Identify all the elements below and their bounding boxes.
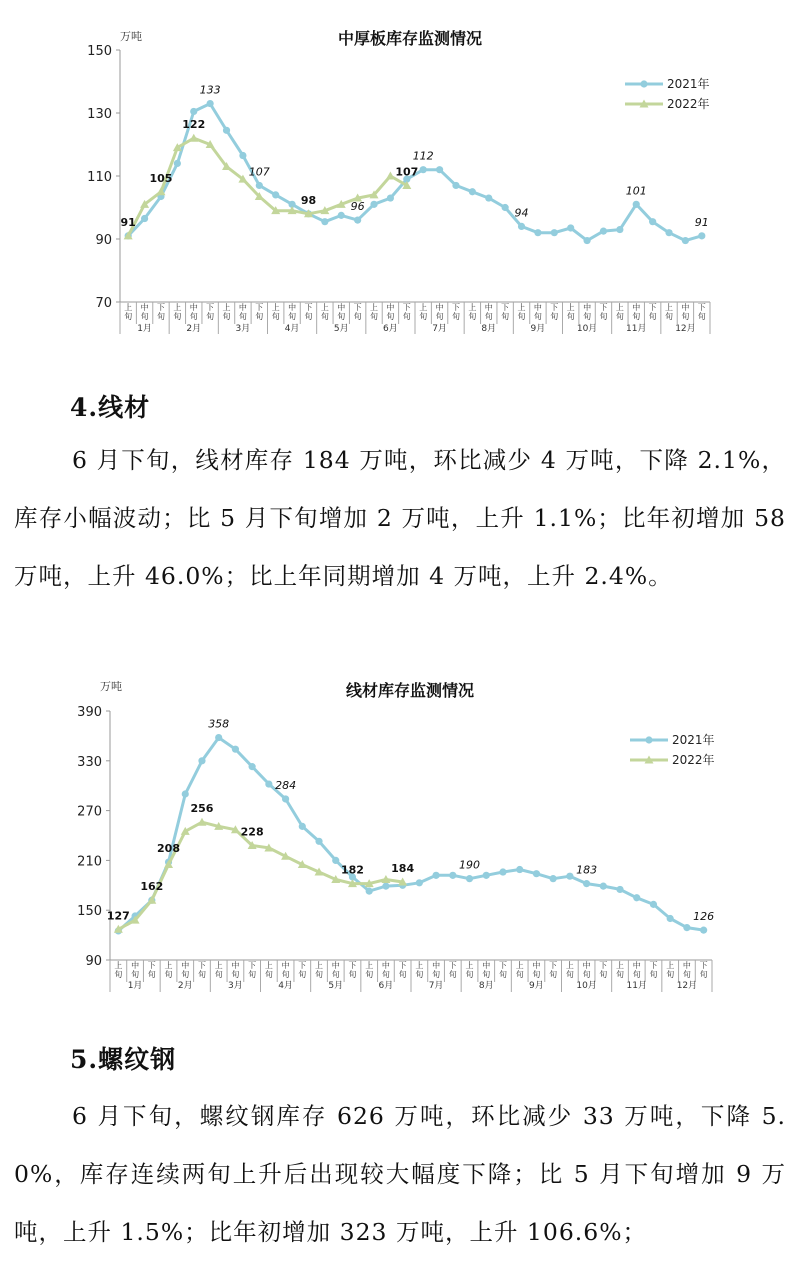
data-point — [174, 160, 181, 167]
data-point — [416, 879, 423, 886]
x-sub-tick-label: 中 — [632, 961, 641, 970]
x-sub-tick-label: 下 — [348, 961, 357, 970]
x-sub-tick-label: 旬 — [549, 970, 558, 979]
x-sub-tick-label: 旬 — [348, 970, 357, 979]
x-sub-tick-label: 旬 — [419, 312, 428, 321]
x-sub-tick-label: 下 — [697, 303, 706, 312]
x-sub-tick-label: 上 — [164, 961, 173, 970]
x-sub-tick-label: 旬 — [181, 970, 190, 979]
data-label: 184 — [391, 861, 415, 875]
x-sub-tick-label: 下 — [156, 303, 165, 312]
data-point — [370, 201, 377, 208]
x-sub-tick-label: 下 — [147, 961, 156, 970]
data-point — [432, 872, 439, 879]
x-sub-tick-label: 下 — [498, 961, 507, 970]
x-month-label: 9月 — [530, 324, 546, 334]
x-sub-tick-label: 旬 — [288, 312, 297, 321]
x-sub-tick-label: 上 — [465, 961, 474, 970]
x-sub-tick-label: 上 — [415, 961, 424, 970]
x-sub-tick-label: 旬 — [298, 970, 307, 979]
x-sub-tick-label: 上 — [565, 961, 574, 970]
data-point — [272, 191, 279, 198]
x-sub-tick-label: 上 — [515, 961, 524, 970]
x-sub-tick-label: 下 — [649, 961, 658, 970]
x-sub-tick-label: 中 — [288, 303, 297, 312]
data-point — [436, 166, 443, 173]
x-sub-tick-label: 旬 — [616, 970, 625, 979]
data-point — [566, 873, 573, 880]
x-sub-tick-label: 旬 — [386, 312, 395, 321]
x-sub-tick-label: 旬 — [582, 970, 591, 979]
x-sub-tick-label: 上 — [264, 961, 273, 970]
x-sub-tick-label: 下 — [248, 961, 257, 970]
series-line-2021年 — [118, 738, 703, 931]
x-sub-tick-label: 旬 — [315, 970, 324, 979]
y-tick-label: 330 — [77, 754, 102, 770]
data-point — [600, 883, 607, 890]
x-sub-tick-label: 旬 — [648, 312, 657, 321]
x-month-label: 7月 — [428, 981, 444, 991]
y-unit-label: 万吨 — [120, 30, 142, 43]
x-sub-tick-label: 旬 — [666, 970, 675, 979]
data-point — [499, 868, 506, 875]
x-sub-tick-label: 上 — [365, 961, 374, 970]
data-point — [534, 229, 541, 236]
x-sub-tick-label: 旬 — [632, 312, 641, 321]
x-sub-tick-label: 旬 — [501, 312, 510, 321]
data-point — [682, 237, 689, 244]
data-label: 107 — [248, 165, 270, 179]
data-label: 91 — [694, 215, 709, 229]
legend-label: 2022年 — [667, 97, 710, 111]
data-point — [516, 866, 523, 873]
data-label: 162 — [140, 880, 164, 894]
x-sub-tick-label: 下 — [298, 961, 307, 970]
data-point — [198, 757, 205, 764]
data-point — [452, 182, 459, 189]
data-label: 256 — [190, 802, 214, 816]
data-label: 91 — [120, 215, 136, 229]
data-label: 94 — [514, 206, 529, 220]
x-month-label: 5月 — [328, 981, 344, 991]
x-sub-tick-label: 旬 — [599, 970, 608, 979]
data-label: 183 — [576, 863, 598, 877]
data-point — [249, 763, 256, 770]
x-sub-tick-label: 中 — [181, 961, 190, 970]
x-sub-tick-label: 旬 — [370, 312, 379, 321]
y-tick-label: 150 — [77, 904, 102, 920]
x-sub-tick-label: 下 — [501, 303, 510, 312]
data-point — [282, 795, 289, 802]
data-point — [502, 204, 509, 211]
x-month-label: 11月 — [626, 981, 647, 991]
data-point — [650, 901, 657, 908]
data-point — [223, 127, 230, 134]
x-sub-tick-label: 中 — [189, 303, 198, 312]
data-point — [665, 229, 672, 236]
x-sub-tick-label: 旬 — [222, 312, 231, 321]
x-sub-tick-label: 中 — [582, 961, 591, 970]
plate-inventory-line-chart — [0, 0, 800, 350]
x-sub-tick-label: 下 — [448, 961, 457, 970]
data-point — [567, 224, 574, 231]
x-sub-tick-label: 中 — [238, 303, 247, 312]
x-sub-tick-label: 中 — [632, 303, 641, 312]
x-sub-tick-label: 中 — [386, 303, 395, 312]
data-point — [518, 223, 525, 230]
data-point — [332, 857, 339, 864]
x-sub-tick-label: 中 — [231, 961, 240, 970]
data-point — [182, 790, 189, 797]
data-point — [265, 780, 272, 787]
data-point — [239, 152, 246, 159]
y-unit-label: 万吨 — [100, 680, 122, 693]
data-point — [683, 924, 690, 931]
x-sub-tick-label: 旬 — [114, 970, 123, 979]
x-sub-tick-label: 旬 — [532, 970, 541, 979]
y-tick-label: 90 — [85, 954, 102, 969]
wire-rod-paragraph: 6 月下旬，线材库存 184 万吨，环比减少 4 万吨，下降 2.1%，库存小幅波动；比 5 月下旬增加 2 万吨，上升 1.1%；比年初增加 58 万吨，上升 46.0%；比上年同期增加 4 万吨，上升 2.4%。 — [14, 446, 786, 590]
legend-label: 2021年 — [672, 733, 715, 747]
x-sub-tick-label: 中 — [583, 303, 592, 312]
x-sub-tick-label: 旬 — [353, 312, 362, 321]
x-month-label: 10月 — [576, 324, 598, 334]
data-point — [449, 872, 456, 879]
x-month-label: 1月 — [137, 324, 152, 334]
x-sub-tick-label: 中 — [482, 961, 491, 970]
x-sub-tick-label: 下 — [197, 961, 206, 970]
data-label: 284 — [275, 778, 297, 792]
data-label: 107 — [395, 165, 419, 179]
x-sub-tick-label: 旬 — [398, 970, 407, 979]
x-sub-tick-label: 下 — [648, 303, 657, 312]
x-sub-tick-label: 中 — [435, 303, 444, 312]
x-sub-tick-label: 旬 — [448, 970, 457, 979]
section-title-rebar: 5.螺纹钢 — [70, 1045, 177, 1074]
x-month-label: 6月 — [383, 324, 398, 334]
x-sub-tick-label: 旬 — [337, 312, 346, 321]
x-month-label: 8月 — [478, 981, 494, 991]
x-sub-tick-label: 中 — [281, 961, 290, 970]
x-sub-tick-label: 旬 — [615, 312, 624, 321]
y-tick-label: 110 — [87, 170, 112, 185]
x-month-label: 1月 — [127, 981, 143, 991]
data-point — [190, 108, 197, 115]
x-sub-tick-label: 下 — [398, 961, 407, 970]
x-sub-tick-label: 下 — [550, 303, 559, 312]
x-sub-tick-label: 旬 — [164, 970, 173, 979]
x-sub-tick-label: 旬 — [465, 970, 474, 979]
chart-title: 中厚板库存监测情况 — [337, 29, 483, 48]
data-point — [387, 194, 394, 201]
x-month-label: 12月 — [676, 981, 698, 991]
x-sub-tick-label: 中 — [337, 303, 346, 312]
data-point — [667, 915, 674, 922]
x-sub-tick-label: 旬 — [331, 970, 340, 979]
x-sub-tick-label: 旬 — [566, 312, 575, 321]
x-sub-tick-label: 中 — [682, 961, 691, 970]
wire-rod-inventory-line-chart — [0, 668, 800, 1008]
x-sub-tick-label: 旬 — [124, 312, 133, 321]
y-tick-label: 70 — [95, 296, 112, 311]
x-sub-tick-label: 旬 — [402, 312, 411, 321]
x-sub-tick-label: 上 — [214, 961, 223, 970]
x-sub-tick-label: 旬 — [484, 312, 493, 321]
x-month-label: 3月 — [228, 981, 243, 991]
data-point — [469, 188, 476, 195]
x-sub-tick-label: 上 — [616, 961, 625, 970]
x-sub-tick-label: 上 — [173, 303, 182, 312]
data-label: 358 — [208, 717, 230, 731]
x-sub-tick-label: 旬 — [681, 312, 690, 321]
x-sub-tick-label: 中 — [381, 961, 390, 970]
x-sub-tick-label: 上 — [222, 303, 231, 312]
x-sub-tick-label: 旬 — [281, 970, 290, 979]
x-sub-tick-label: 旬 — [264, 970, 273, 979]
x-sub-tick-label: 中 — [533, 303, 542, 312]
x-sub-tick-label: 下 — [451, 303, 460, 312]
y-tick-label: 270 — [77, 804, 102, 820]
x-sub-tick-label: 旬 — [583, 312, 592, 321]
data-point — [698, 232, 705, 239]
y-tick-label: 390 — [77, 705, 102, 720]
x-sub-tick-label: 旬 — [248, 970, 257, 979]
x-sub-tick-label: 旬 — [699, 970, 708, 979]
data-point — [420, 166, 427, 173]
x-sub-tick-label: 旬 — [697, 312, 706, 321]
data-point — [616, 226, 623, 233]
x-sub-tick-label: 中 — [140, 303, 149, 312]
x-sub-tick-label: 旬 — [255, 312, 264, 321]
chart-title: 线材库存监测情况 — [345, 681, 475, 700]
legend-label: 2022年 — [672, 753, 715, 767]
data-point — [315, 838, 322, 845]
data-label: 228 — [240, 825, 264, 839]
x-sub-tick-label: 旬 — [131, 970, 140, 979]
x-sub-tick-label: 中 — [532, 961, 541, 970]
x-sub-tick-label: 旬 — [206, 312, 215, 321]
x-sub-tick-label: 旬 — [435, 312, 444, 321]
x-sub-tick-label: 旬 — [665, 312, 674, 321]
data-point — [141, 215, 148, 222]
x-sub-tick-label: 下 — [699, 961, 708, 970]
data-label: 98 — [300, 193, 317, 207]
x-sub-tick-label: 旬 — [599, 312, 608, 321]
x-sub-tick-label: 旬 — [682, 970, 691, 979]
x-sub-tick-label: 旬 — [381, 970, 390, 979]
x-sub-tick-label: 上 — [114, 961, 123, 970]
y-tick-label: 150 — [87, 44, 112, 59]
legend-marker — [645, 736, 652, 743]
x-sub-tick-label: 下 — [599, 303, 608, 312]
x-sub-tick-label: 旬 — [320, 312, 329, 321]
x-sub-tick-label: 旬 — [173, 312, 182, 321]
x-sub-tick-label: 中 — [331, 961, 340, 970]
x-month-label: 9月 — [529, 981, 544, 991]
x-sub-tick-label: 旬 — [156, 312, 165, 321]
data-point — [583, 880, 590, 887]
x-month-label: 11月 — [626, 324, 647, 334]
x-sub-tick-label: 中 — [484, 303, 493, 312]
data-label: 105 — [149, 171, 173, 185]
x-sub-tick-label: 下 — [599, 961, 608, 970]
x-sub-tick-label: 旬 — [565, 970, 574, 979]
x-sub-tick-label: 上 — [370, 303, 379, 312]
data-label: 96 — [350, 200, 365, 214]
chart-wire-rod-inventory — [0, 668, 800, 1008]
y-tick-label: 90 — [95, 233, 112, 248]
x-month-label: 8月 — [481, 324, 497, 334]
x-month-label: 2月 — [186, 324, 202, 334]
x-sub-tick-label: 上 — [271, 303, 280, 312]
x-sub-tick-label: 旬 — [147, 970, 156, 979]
data-point — [386, 172, 395, 180]
x-month-label: 3月 — [235, 324, 251, 334]
x-sub-tick-label: 旬 — [468, 312, 477, 321]
data-point — [583, 237, 590, 244]
x-sub-tick-label: 下 — [353, 303, 362, 312]
data-point — [649, 218, 656, 225]
data-point — [633, 201, 640, 208]
legend-label: 2021年 — [667, 77, 710, 91]
data-point — [232, 746, 239, 753]
x-sub-tick-label: 上 — [419, 303, 428, 312]
x-sub-tick-label: 旬 — [238, 312, 247, 321]
x-sub-tick-label: 下 — [304, 303, 313, 312]
data-label: 122 — [182, 118, 206, 132]
data-point — [338, 212, 345, 219]
data-point — [215, 734, 222, 741]
x-sub-tick-label: 旬 — [231, 970, 240, 979]
x-sub-tick-label: 上 — [665, 303, 674, 312]
x-sub-tick-label: 上 — [666, 961, 675, 970]
y-tick-label: 210 — [77, 854, 102, 870]
legend-marker — [640, 80, 647, 87]
x-sub-tick-label: 旬 — [498, 970, 507, 979]
data-point — [382, 883, 389, 890]
data-label: 127 — [106, 909, 130, 923]
data-label: 182 — [340, 863, 364, 877]
x-sub-tick-label: 下 — [206, 303, 215, 312]
x-sub-tick-label: 旬 — [271, 312, 280, 321]
x-month-label: 5月 — [333, 324, 349, 334]
x-sub-tick-label: 旬 — [649, 970, 658, 979]
data-point — [207, 100, 214, 107]
x-sub-tick-label: 旬 — [197, 970, 206, 979]
data-point — [466, 875, 473, 882]
data-point — [354, 217, 361, 224]
x-sub-tick-label: 旬 — [515, 970, 524, 979]
data-label: 133 — [199, 83, 221, 97]
x-month-label: 7月 — [432, 324, 447, 334]
x-sub-tick-label: 上 — [566, 303, 575, 312]
x-sub-tick-label: 旬 — [632, 970, 641, 979]
x-sub-tick-label: 中 — [681, 303, 690, 312]
x-sub-tick-label: 下 — [549, 961, 558, 970]
x-sub-tick-label: 旬 — [482, 970, 491, 979]
x-sub-tick-label: 中 — [432, 961, 441, 970]
x-sub-tick-label: 下 — [255, 303, 264, 312]
x-sub-tick-label: 旬 — [517, 312, 526, 321]
x-sub-tick-label: 上 — [615, 303, 624, 312]
data-point — [600, 228, 607, 235]
data-point — [366, 888, 373, 895]
data-point — [485, 194, 492, 201]
x-sub-tick-label: 下 — [402, 303, 411, 312]
data-label: 190 — [459, 858, 481, 872]
x-sub-tick-label: 旬 — [451, 312, 460, 321]
x-sub-tick-label: 旬 — [189, 312, 198, 321]
data-point — [633, 894, 640, 901]
data-label: 126 — [693, 910, 715, 924]
x-sub-tick-label: 旬 — [550, 312, 559, 321]
x-month-label: 4月 — [284, 324, 300, 334]
data-point — [533, 870, 540, 877]
x-sub-tick-label: 旬 — [304, 312, 313, 321]
x-month-label: 6月 — [378, 981, 394, 991]
chart-plate-inventory — [0, 0, 800, 350]
x-month-label: 4月 — [278, 981, 293, 991]
data-point — [550, 875, 557, 882]
data-point — [189, 134, 198, 142]
y-tick-label: 130 — [87, 107, 112, 122]
x-sub-tick-label: 中 — [131, 961, 140, 970]
x-sub-tick-label: 上 — [124, 303, 133, 312]
data-point — [551, 229, 558, 236]
x-sub-tick-label: 上 — [468, 303, 477, 312]
section-title-wire-rod: 4.线材 — [70, 393, 151, 422]
data-label: 208 — [157, 842, 181, 856]
x-sub-tick-label: 上 — [320, 303, 329, 312]
x-month-label: 12月 — [675, 324, 696, 334]
x-sub-tick-label: 上 — [315, 961, 324, 970]
data-point — [483, 872, 490, 879]
x-sub-tick-label: 旬 — [140, 312, 149, 321]
x-sub-tick-label: 旬 — [365, 970, 374, 979]
x-sub-tick-label: 上 — [517, 303, 526, 312]
x-sub-tick-label: 旬 — [533, 312, 542, 321]
series-line-2022年 — [128, 138, 407, 236]
data-label: 112 — [412, 149, 434, 163]
data-point — [256, 182, 263, 189]
rebar-paragraph: 6 月下旬，螺纹钢库存 626 万吨，环比减少 33 万吨，下降 5.0%，库存连续两旬上升后出现较大幅度下降；比 5 月下旬增加 9 万吨，上升 1.5%；比年初增加 323 万吨，上升 106.6%； — [14, 1102, 786, 1246]
data-point — [700, 927, 707, 934]
x-sub-tick-label: 旬 — [432, 970, 441, 979]
data-label: 101 — [625, 184, 647, 198]
x-month-label: 10月 — [576, 981, 597, 991]
x-sub-tick-label: 旬 — [214, 970, 223, 979]
data-point — [616, 886, 623, 893]
data-point — [321, 218, 328, 225]
x-month-label: 2月 — [177, 981, 193, 991]
x-sub-tick-label: 旬 — [415, 970, 424, 979]
data-point — [299, 823, 306, 830]
